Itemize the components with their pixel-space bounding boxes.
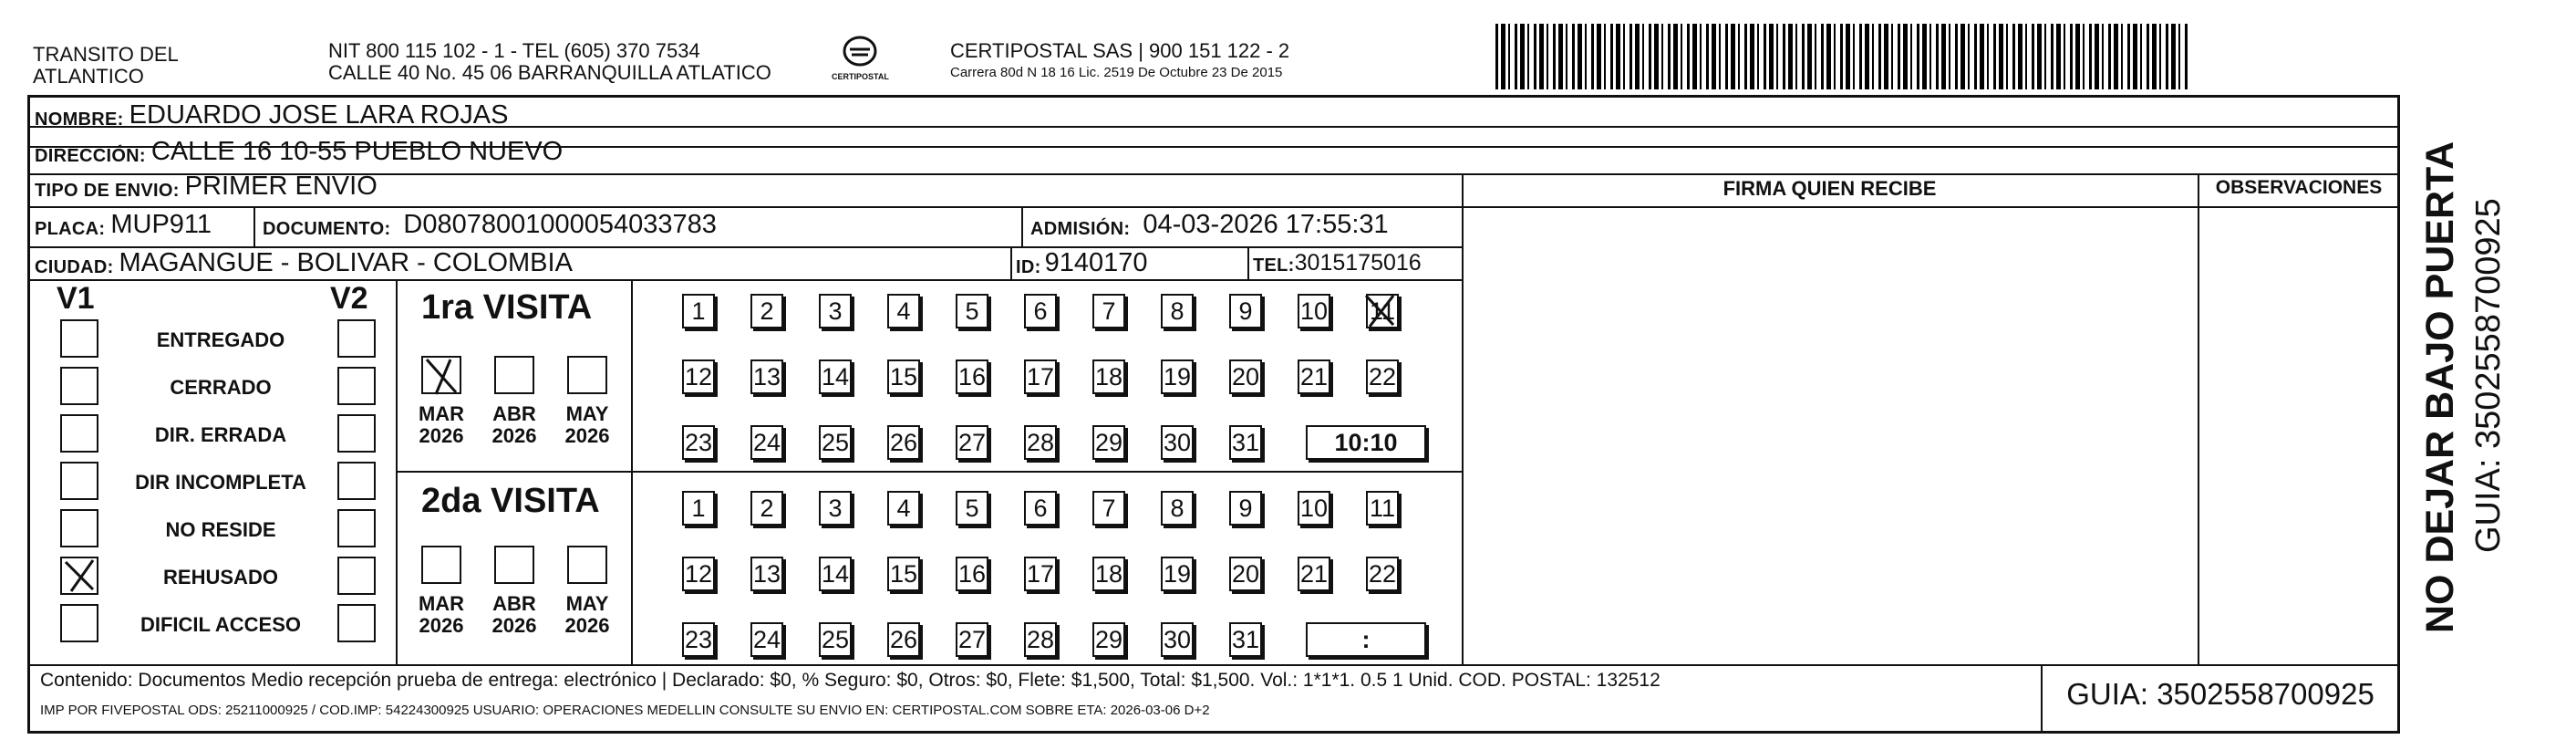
admision-value: 04-03-2026 17:55:31 <box>1143 210 1389 239</box>
footer-guia: GUIA: 3502558700925 <box>2066 677 2374 711</box>
tel-value: 3015175016 <box>1294 250 1422 276</box>
day-box[interactable]: 21 <box>1298 557 1330 591</box>
company-line-1: TRANSITO DEL <box>33 43 179 66</box>
status-label: DIR INCOMPLETA <box>135 471 306 494</box>
day-box[interactable]: 15 <box>887 359 920 394</box>
v1-label: V1 <box>57 281 95 316</box>
v1-checkbox[interactable] <box>60 462 98 500</box>
day-box[interactable]: 20 <box>1229 359 1262 394</box>
ciudad-value: MAGANGUE - BOLIVAR - COLOMBIA <box>119 248 573 277</box>
day-box[interactable]: 23 <box>682 622 715 657</box>
direccion-row <box>35 137 563 167</box>
day-box[interactable]: 29 <box>1092 425 1125 460</box>
day-box[interactable]: 16 <box>956 359 988 394</box>
day-box[interactable]: 22 <box>1366 359 1399 394</box>
month-label: MAY 2026 <box>564 402 610 447</box>
ciudad-label: CIUDAD: <box>35 257 114 277</box>
day-box[interactable]: 5 <box>956 491 988 526</box>
v2-checkbox[interactable] <box>337 414 376 453</box>
time-box[interactable]: 10:10 <box>1306 425 1426 460</box>
v1-checkbox[interactable] <box>60 509 98 547</box>
month-label: MAR 2026 <box>418 592 465 637</box>
status-label: ENTREGADO <box>156 328 285 351</box>
logo-icon <box>842 35 878 68</box>
month-label: MAR 2026 <box>418 402 465 447</box>
month-checkbox[interactable] <box>421 546 461 584</box>
second-visit-title: 2da VISITA <box>421 482 600 520</box>
day-box[interactable]: 24 <box>750 425 783 460</box>
v1-checkbox[interactable] <box>60 367 98 405</box>
status-label: DIFICIL ACCESO <box>140 613 301 636</box>
v2-label: V2 <box>330 281 368 316</box>
day-box[interactable]: 11 <box>1366 491 1399 526</box>
day-box[interactable]: 10 <box>1298 294 1330 328</box>
tipo-row <box>35 172 378 202</box>
day-box[interactable]: 30 <box>1161 622 1194 657</box>
v1-checkbox[interactable] <box>60 414 98 453</box>
certi-line-1: CERTIPOSTAL SAS | 900 151 122 - 2 <box>950 39 1290 62</box>
day-box[interactable]: 24 <box>750 622 783 657</box>
day-box[interactable]: 22 <box>1366 557 1399 591</box>
day-box[interactable]: 31 <box>1229 425 1262 460</box>
tipo-value: PRIMER ENVIO <box>184 172 378 201</box>
day-box[interactable]: 5 <box>956 294 988 328</box>
no-dejar-text: NO DEJAR BAJO PUERTA <box>2418 141 2462 633</box>
ciudad-row <box>35 248 573 278</box>
status-label: REHUSADO <box>163 566 278 589</box>
month-checkbox[interactable] <box>567 546 607 584</box>
day-box[interactable]: 3 <box>819 294 852 328</box>
id-row <box>1016 248 1147 278</box>
check-mark-icon <box>423 358 461 396</box>
day-box[interactable]: 6 <box>1024 294 1057 328</box>
status-label: DIR. ERRADA <box>154 423 287 446</box>
day-box[interactable]: 11 <box>1366 294 1399 328</box>
day-box[interactable]: 1 <box>682 491 715 526</box>
day-box[interactable]: 7 <box>1092 491 1125 526</box>
month-checkbox[interactable] <box>567 356 607 394</box>
nombre-row <box>35 100 508 130</box>
day-box[interactable]: 23 <box>682 425 715 460</box>
day-box[interactable]: 12 <box>682 557 715 591</box>
day-box[interactable]: 4 <box>887 294 920 328</box>
day-box[interactable]: 25 <box>819 622 852 657</box>
day-box[interactable]: 19 <box>1161 557 1194 591</box>
day-box[interactable]: 26 <box>887 425 920 460</box>
logo-text: CERTIPOSTAL <box>832 72 889 81</box>
day-box[interactable]: 17 <box>1024 557 1057 591</box>
day-box[interactable]: 19 <box>1161 359 1194 394</box>
status-label: CERRADO <box>170 376 272 399</box>
check-mark-icon <box>62 558 97 593</box>
month-checkbox[interactable] <box>494 546 534 584</box>
time-box[interactable]: : <box>1306 622 1426 657</box>
documento-label: DOCUMENTO: <box>263 219 391 239</box>
documento-row <box>263 210 717 240</box>
day-box[interactable]: 26 <box>887 622 920 657</box>
tel-row <box>1253 250 1422 276</box>
v2-checkbox[interactable] <box>337 557 376 595</box>
month-label: MAY 2026 <box>564 592 610 637</box>
id-value: 9140170 <box>1044 248 1148 277</box>
nit-line-1: NIT 800 115 102 - 1 - TEL (605) 370 7534 <box>328 39 700 62</box>
day-box[interactable]: 7 <box>1092 294 1125 328</box>
status-label: NO RESIDE <box>165 518 276 541</box>
day-box[interactable]: 8 <box>1161 294 1194 328</box>
certi-line-2: Carrera 80d N 18 16 Lic. 2519 De Octubre 23 De 2015 <box>950 65 1283 80</box>
first-visit-title: 1ra VISITA <box>421 288 593 327</box>
v2-checkbox[interactable] <box>337 604 376 642</box>
month-label: ABR 2026 <box>491 592 537 637</box>
nombre-value: EDUARDO JOSE LARA ROJAS <box>129 100 509 130</box>
day-box[interactable]: 27 <box>956 622 988 657</box>
footer-contenido: Contenido: Documentos Medio recepción prueba de entrega: electrónico | Declarado: $0, % Seguro: $0, Otros: $0, Flete: $1,500, Total: $1,500. Vol.: 1*1*1. 0.5 1 Unid. COD. POSTAL: 132512 <box>40 670 1660 691</box>
day-box[interactable]: 4 <box>887 491 920 526</box>
firma-header: FIRMA QUIEN RECIBE <box>1723 177 1937 200</box>
barcode <box>1495 24 2188 89</box>
footer-imp: IMP POR FIVEPOSTAL ODS: 25211000925 / COD.IMP: 54224300925 USUARIO: OPERACIONES MEDELLIN CONSULTE SU ENVIO EN: CERTIPOSTAL.COM SOBRE ETA: 2026-03-06 D+2 <box>40 703 1210 718</box>
day-box[interactable]: 8 <box>1161 491 1194 526</box>
day-box[interactable]: 21 <box>1298 359 1330 394</box>
day-box[interactable]: 12 <box>682 359 715 394</box>
observaciones-header: OBSERVACIONES <box>2215 177 2383 198</box>
tipo-label: TIPO DE ENVIO: <box>35 181 180 201</box>
nit-line-2: CALLE 40 No. 45 06 BARRANQUILLA ATLATICO <box>328 61 771 84</box>
day-box[interactable]: 16 <box>956 557 988 591</box>
v2-checkbox[interactable] <box>337 509 376 547</box>
day-box[interactable]: 14 <box>819 359 852 394</box>
day-box[interactable]: 25 <box>819 425 852 460</box>
day-box[interactable]: 27 <box>956 425 988 460</box>
documento-value: D08078001000054033783 <box>403 210 717 239</box>
v2-checkbox[interactable] <box>337 319 376 358</box>
admision-label: ADMISIÓN: <box>1030 219 1131 239</box>
day-box[interactable]: 14 <box>819 557 852 591</box>
day-box[interactable]: 29 <box>1092 622 1125 657</box>
direccion-label: DIRECCIÓN: <box>35 146 146 166</box>
placa-label: PLACA: <box>35 219 106 239</box>
v2-checkbox[interactable] <box>337 367 376 405</box>
day-box[interactable]: 13 <box>750 359 783 394</box>
admision-row <box>1030 210 1389 240</box>
id-label: ID: <box>1016 257 1041 277</box>
direccion-value: CALLE 16 10-55 PUEBLO NUEVO <box>150 137 564 166</box>
day-box[interactable]: 30 <box>1161 425 1194 460</box>
month-checkbox[interactable] <box>494 356 534 394</box>
day-box[interactable]: 2 <box>750 294 783 328</box>
day-box[interactable]: 17 <box>1024 359 1057 394</box>
day-box[interactable]: 28 <box>1024 425 1057 460</box>
nombre-label: NOMBRE: <box>35 109 124 130</box>
v1-checkbox[interactable] <box>60 319 98 358</box>
day-box[interactable]: 1 <box>682 294 715 328</box>
day-box[interactable]: 20 <box>1229 557 1262 591</box>
day-box[interactable]: 28 <box>1024 622 1057 657</box>
day-box[interactable]: 9 <box>1229 491 1262 526</box>
company-name <box>33 44 179 88</box>
day-box[interactable]: 18 <box>1092 557 1125 591</box>
side-guia-text: GUIA: 3502558700925 <box>2469 198 2508 553</box>
certipostal-logo <box>832 35 888 89</box>
day-box[interactable]: 3 <box>819 491 852 526</box>
day-box[interactable]: 15 <box>887 557 920 591</box>
check-mark-icon <box>1362 292 1399 328</box>
day-box[interactable]: 6 <box>1024 491 1057 526</box>
nit-block <box>328 40 771 84</box>
company-line-2: ATLANTICO <box>33 65 144 88</box>
v1-checkbox[interactable] <box>60 557 98 595</box>
placa-row <box>35 210 212 240</box>
day-box[interactable]: 10 <box>1298 491 1330 526</box>
day-box[interactable]: 2 <box>750 491 783 526</box>
v2-checkbox[interactable] <box>337 462 376 500</box>
day-box[interactable]: 13 <box>750 557 783 591</box>
tel-label: TEL: <box>1253 255 1295 276</box>
month-checkbox[interactable] <box>421 356 461 394</box>
day-box[interactable]: 9 <box>1229 294 1262 328</box>
certipostal-block <box>950 40 1289 81</box>
placa-value: MUP911 <box>110 210 212 239</box>
v1-checkbox[interactable] <box>60 604 98 642</box>
day-box[interactable]: 31 <box>1229 622 1262 657</box>
day-box[interactable]: 18 <box>1092 359 1125 394</box>
month-label: ABR 2026 <box>491 402 537 447</box>
